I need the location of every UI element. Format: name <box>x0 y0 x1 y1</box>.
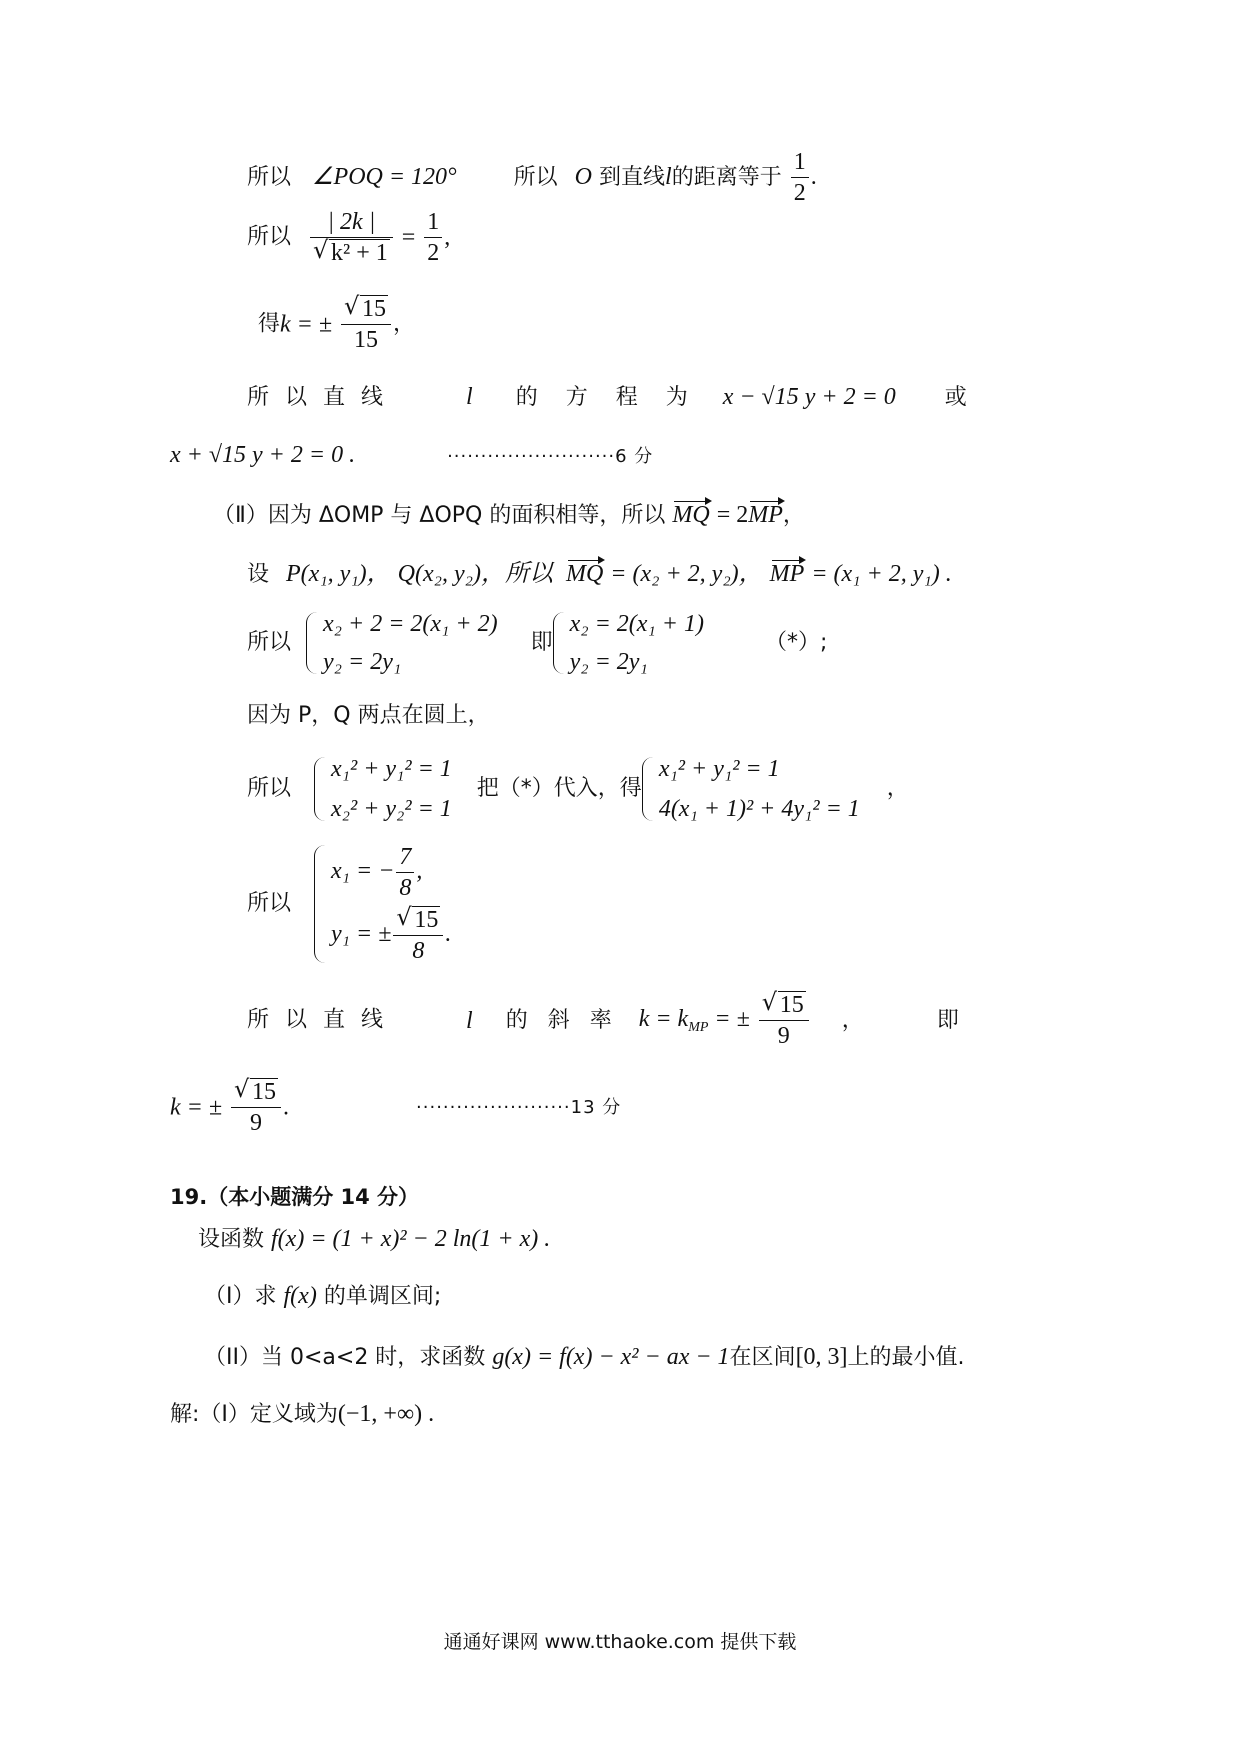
den: 8 <box>399 875 412 901</box>
den: 2 <box>793 180 806 206</box>
system-brace <box>314 757 452 821</box>
num: 1 <box>791 150 809 178</box>
vec-value-MP: = (x₁ + 2, y₁) . <box>811 561 952 587</box>
solution-line-slope <box>247 993 959 1048</box>
solution-line-distance <box>247 210 450 265</box>
domain: (−1, +∞) . <box>337 1401 435 1427</box>
k-eq: k = ± <box>170 1094 223 1121</box>
fraction-sqrt15-15 <box>341 297 391 352</box>
solution-system-2 <box>247 757 909 821</box>
score-6: ·························6 分 <box>447 446 654 467</box>
var-l: l <box>466 1007 473 1034</box>
comma: ， <box>782 503 805 528</box>
k-eq: k = ± <box>280 311 333 338</box>
text: 得 <box>258 311 281 337</box>
comma: , <box>416 858 423 885</box>
eq-row: x₁² + y₁² = 1 <box>331 756 452 782</box>
system-brace <box>314 845 451 963</box>
var-l: l <box>466 384 473 410</box>
num: 7 <box>396 845 414 873</box>
solution-line-set <box>247 562 952 586</box>
spaced-text: 的斜率 <box>505 1007 632 1033</box>
star-label: （*）; <box>764 630 828 655</box>
text: 的距离等于 <box>671 165 782 190</box>
period: . <box>283 1094 290 1121</box>
vector-MP: MP <box>748 502 783 528</box>
question-19-part-I <box>204 1284 441 1308</box>
text: 的单调区间; <box>323 1284 442 1309</box>
num <box>341 297 391 325</box>
eq-row: x₂ = 2(x₁ + 1) <box>569 611 704 637</box>
interval: [0, 3] <box>795 1344 848 1370</box>
question-19-stem <box>198 1227 550 1251</box>
radicand: 15 <box>252 1079 277 1105</box>
lhs: y₁ = ± <box>331 921 392 948</box>
fraction-distance <box>310 210 393 265</box>
function-f: f(x) = (1 + x)² − 2 ln(1 + x) . <box>271 1226 551 1252</box>
text: 即 <box>530 630 553 655</box>
radicand: 15 <box>414 907 439 933</box>
text: 设函数 <box>198 1227 265 1252</box>
solution-line-circle <box>247 705 490 727</box>
subscript: MP <box>688 1019 709 1035</box>
comma: ， <box>886 776 909 801</box>
radicand: 15 <box>362 296 387 322</box>
solution-19-start <box>170 1402 434 1426</box>
system-brace <box>642 757 860 821</box>
eq-row-x1 <box>331 845 451 900</box>
text: （I）求 <box>204 1284 277 1309</box>
text: 到直线 <box>599 165 666 190</box>
fraction-7-8 <box>396 845 414 900</box>
text: 解:（I）定义域为 <box>170 1402 338 1427</box>
fraction-half <box>424 210 442 265</box>
den: 2 <box>427 240 440 266</box>
line-equation-1: x − √15 y + 2 = 0 <box>722 384 896 410</box>
eq-row: x₂ + 2 = 2(x₁ + 2) <box>323 611 498 637</box>
eq-row: 4(x₁ + 1)² + 4y₁² = 1 <box>658 796 860 822</box>
solution-part-II-intro <box>213 503 805 527</box>
system-brace <box>553 612 704 674</box>
page-footer: 通通好课网 www.tthaoke.com 提供下载 <box>443 1631 797 1653</box>
num <box>759 993 809 1021</box>
vector-MP: MP <box>769 561 805 587</box>
eq-row: y₂ = 2y₁ <box>323 649 402 675</box>
solution-line-angle <box>247 150 817 205</box>
eq: = <box>401 224 416 251</box>
var-O: O <box>574 164 593 190</box>
text-ji: 即 <box>936 1007 959 1033</box>
text: 所以 <box>247 630 292 655</box>
text: （II）当 0<a<2 时，求函数 <box>204 1345 486 1370</box>
point-Q: Q(x₂, y₂)，所以 <box>397 561 553 587</box>
solution-line-k <box>258 297 415 352</box>
num <box>231 1080 281 1108</box>
solution-line-eq <box>247 385 967 409</box>
vec-value-MQ: = (x₂ + 2, y₂)， <box>610 561 763 587</box>
fraction-half <box>791 150 809 205</box>
text: 把（*）代入，得 <box>476 776 642 801</box>
radicand: 15 <box>779 992 804 1018</box>
solution-line-eq2 <box>170 443 653 467</box>
text: 在区间 <box>729 1345 796 1370</box>
solution-system-1 <box>247 612 827 674</box>
spaced-text: 所以直线 <box>247 385 400 410</box>
num <box>393 908 443 936</box>
score-13: ·······················13 分 <box>416 1096 622 1118</box>
period: . <box>445 921 452 948</box>
comma: ， <box>841 1007 864 1033</box>
radicand: k² + 1 <box>331 240 388 266</box>
den: 9 <box>250 1110 263 1136</box>
text: 所以 <box>247 165 292 190</box>
den <box>310 238 393 265</box>
solution-system-3 <box>247 845 451 963</box>
point-P: P(x₁, y₁)， <box>286 561 391 587</box>
text: 所以 <box>513 165 558 190</box>
comma: ， <box>393 311 416 337</box>
den: 8 <box>412 938 425 964</box>
text: 设 <box>247 562 270 587</box>
vector-MQ: MQ <box>672 502 710 528</box>
system-brace <box>306 612 498 674</box>
comma: , <box>444 224 451 251</box>
k: k = k <box>638 1005 689 1032</box>
text: 因为 P，Q 两点在圆上， <box>247 703 490 728</box>
den: 15 <box>354 327 379 353</box>
text: 所以 <box>247 224 292 250</box>
text-or: 或 <box>944 385 967 410</box>
eq-row: x₂² + y₂² = 1 <box>331 796 452 822</box>
vector-MQ: MQ <box>565 561 604 587</box>
angle-eq: ∠POQ = 120° <box>312 164 457 190</box>
fraction-sqrt15-8 <box>393 908 443 963</box>
question-19-title: 19.（本小题满分 14 分） <box>170 1185 420 1209</box>
fraction-sqrt15-9 <box>231 1080 281 1135</box>
eq: = 2 <box>716 502 749 528</box>
fraction-sqrt15-9 <box>759 993 809 1048</box>
text: 所以 <box>247 891 292 916</box>
var-l: l <box>665 164 672 190</box>
spaced-text: 的方程为 <box>515 385 716 410</box>
num: 1 <box>424 210 442 238</box>
pm: = ± <box>714 1005 750 1032</box>
function-g: g(x) = f(x) − x² − ax − 1 <box>492 1344 730 1370</box>
spaced-text: 所以直线 <box>247 1007 400 1033</box>
num: | 2k | <box>310 210 393 238</box>
text: 上的最小值. <box>847 1345 965 1370</box>
text: 所以 <box>247 776 292 801</box>
slope-expr <box>638 1005 750 1035</box>
text: （Ⅱ）因为 ΔOMP 与 ΔOPQ 的面积相等，所以 <box>213 503 666 528</box>
eq-row: y₂ = 2y₁ <box>569 649 648 675</box>
eq-row-y1 <box>331 908 451 963</box>
eq-row: x₁² + y₁² = 1 <box>658 756 780 782</box>
fx: f(x) <box>283 1283 317 1309</box>
period: . <box>810 164 817 190</box>
den: 9 <box>777 1023 790 1049</box>
lhs: x₁ = − <box>331 858 395 885</box>
line-equation-2: x + √15 y + 2 = 0 . <box>170 442 356 468</box>
question-19-part-II <box>204 1345 965 1369</box>
solution-line-final <box>170 1080 621 1135</box>
